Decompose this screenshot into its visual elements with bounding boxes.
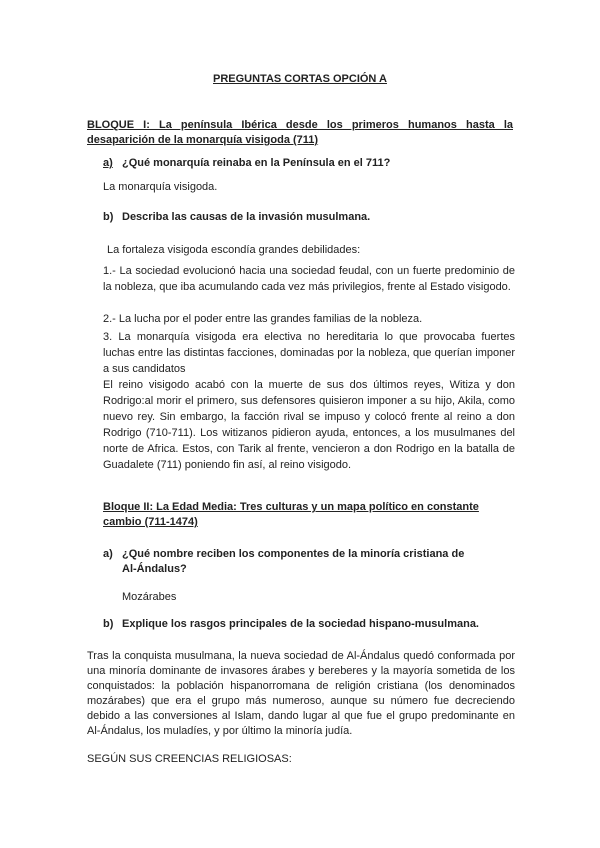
bloque1-point-1: 1.- La sociedad evolucionó hacia una sociedad feudal, con un fuerte predominio de la nobleza, que iba acumulando cada vez más privilegios, frente al Estado visigodo.: [103, 265, 515, 293]
bloque2-heading-line1: Bloque II: La Edad Media: Tres culturas y un mapa político en constante: [103, 501, 479, 513]
page-title: PREGUNTAS CORTAS OPCIÓN A: [213, 73, 387, 85]
bloque1-question-a: ¿Qué monarquía reinaba en la Península en el 711?: [122, 157, 391, 169]
bloque1-question-b: Describa las causas de la invasión musulmana.: [122, 211, 371, 223]
bloque2-question-a-label: a): [103, 548, 113, 560]
bloque1-question-a-label: a): [103, 157, 113, 169]
bloque1-intro: La fortaleza visigoda escondía grandes debilidades:: [107, 244, 361, 256]
bloque2-paragraph: Tras la conquista musulmana, la nueva sociedad de Al-Ándalus quedó conformada por una minoría dominante de invasores árabes y bereberes y la mayoría sometida de los conquistados: la población hispanorromana de religión cristiana (los denominados mozárabes) que era el grupo más numeroso, aunque su número fue decreciendo debido a las conversiones al Islam, dando lugar al que fue el grupo predominante en Al-Ándalus, los muladíes, y por último la minoría judía.: [87, 650, 515, 737]
bloque2-question-a-line1: ¿Qué nombre reciben los componentes de la minoría cristiana de: [122, 548, 465, 560]
bloque2-answer-a: Mozárabes: [122, 591, 177, 603]
bloque1-point-2: 2.- La lucha por el poder entre las grandes familias de la nobleza.: [103, 313, 423, 325]
bloque2-question-b: Explique los rasgos principales de la sociedad hispano-musulmana.: [122, 618, 479, 630]
bloque2-heading-line2: cambio (711-1474): [103, 516, 198, 528]
bloque2-question-b-label: b): [103, 618, 114, 630]
bloque2-question-a-line2: Al-Ándalus?: [122, 563, 187, 575]
bloque1-question-b-label: b): [103, 211, 114, 223]
bloque1-heading-line2: desaparición de la monarquía visigoda (711): [87, 134, 319, 146]
bloque1-answer-a: La monarquía visigoda.: [103, 181, 218, 193]
bloque2-subheading: SEGÚN SUS CREENCIAS RELIGIOSAS:: [87, 753, 292, 765]
bloque1-point-3: 3. La monarquía visigoda era electiva no hereditaria lo que provocaba fuertes luchas entre las distintas facciones, dominadas por la nobleza, que querían imponer a sus candidatos: [103, 331, 515, 375]
bloque1-heading-line1: BLOQUE I: La península Ibérica desde los primeros humanos hasta la: [87, 119, 513, 131]
bloque1-paragraph: El reino visigodo acabó con la muerte de sus dos últimos reyes, Witiza y don Rodrigo:al morir el primero, sus defensores quisieron imponer a su hijo, Akila, como nuevo rey. Sin embargo, la facción rival se impuso y colocó frente al reino a don Rodrigo (710-711). Los witizanos pidieron ayuda, entonces, a los musulmanes del norte de Africa. Estos, con Tarik al frente, vencieron a don Rodrigo en la batalla de Guadalete (711) poniendo fin así, al reino visigodo.: [103, 379, 515, 471]
